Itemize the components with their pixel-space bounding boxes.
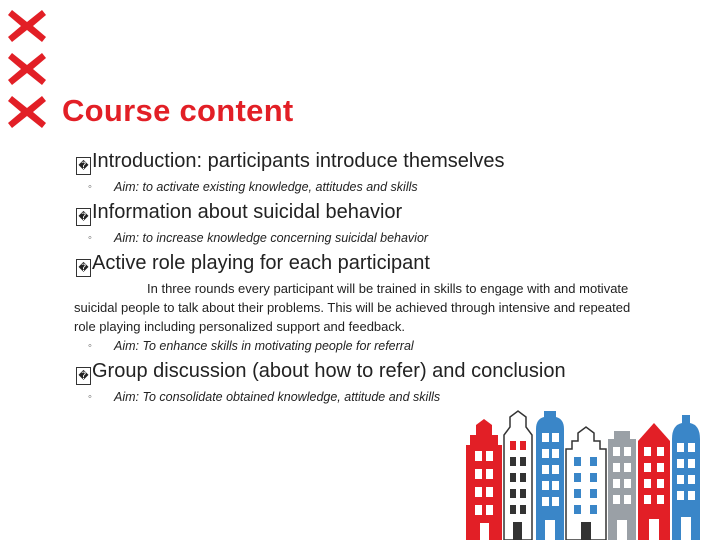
sub-bullet-text: Aim: to activate existing knowledge, attitudes and skills [114, 180, 418, 194]
bullet-text: Group discussion (about how to refer) and conclusion [92, 360, 566, 382]
sub-bullet-text: Aim: To consolidate obtained knowledge, attitude and skills [114, 390, 441, 404]
bullet-glyph: � [76, 208, 91, 226]
bullet-item [76, 201, 402, 226]
bullet-glyph: � [76, 259, 91, 277]
sub-bullet-glyph: ◦ [88, 181, 92, 193]
house-white-4 [566, 427, 606, 540]
sub-bullet-text: Aim: to increase knowledge concerning suicidal behavior [114, 231, 429, 245]
cross-icon [6, 6, 48, 46]
canal-houses-illustration [458, 405, 703, 540]
bullet-paragraph: In three rounds every participant will be trained in skills to engage with and motivate suicidal people to talk about their problems. This will be achieved through intensive and repeated role playing including personalized support and feedback. [74, 281, 631, 334]
sub-bullet-glyph: ◦ [88, 340, 92, 352]
bullet-text: Information about suicidal behavior [92, 201, 403, 223]
bullet-glyph: � [76, 157, 91, 175]
slide-title: Course content [62, 93, 294, 128]
sub-bullet [88, 231, 429, 245]
sub-bullet [88, 180, 418, 194]
sub-bullet [88, 339, 414, 353]
cross-icon [6, 92, 48, 132]
sub-bullet-text: Aim: To enhance skills in motivating people for referral [114, 339, 414, 353]
bullet-text: Introduction: participants introduce themselves [92, 150, 505, 172]
bullet-text: Active role playing for each participant [92, 252, 430, 274]
house-gray-2 [504, 411, 532, 540]
cross-icon [6, 49, 48, 89]
logo-crosses [6, 6, 56, 135]
house-blue-7 [672, 415, 700, 540]
bullet-glyph: � [76, 367, 91, 385]
bullet-item [76, 252, 430, 277]
house-gray-5 [608, 431, 636, 540]
house-red-1 [466, 419, 502, 540]
bullet-item [76, 360, 566, 385]
sub-bullet [88, 390, 441, 404]
house-blue-3 [536, 411, 564, 540]
sub-bullet-glyph: ◦ [88, 232, 92, 244]
house-red-6 [638, 423, 670, 540]
sub-bullet-glyph: ◦ [88, 391, 92, 403]
bullet-item [76, 150, 504, 175]
